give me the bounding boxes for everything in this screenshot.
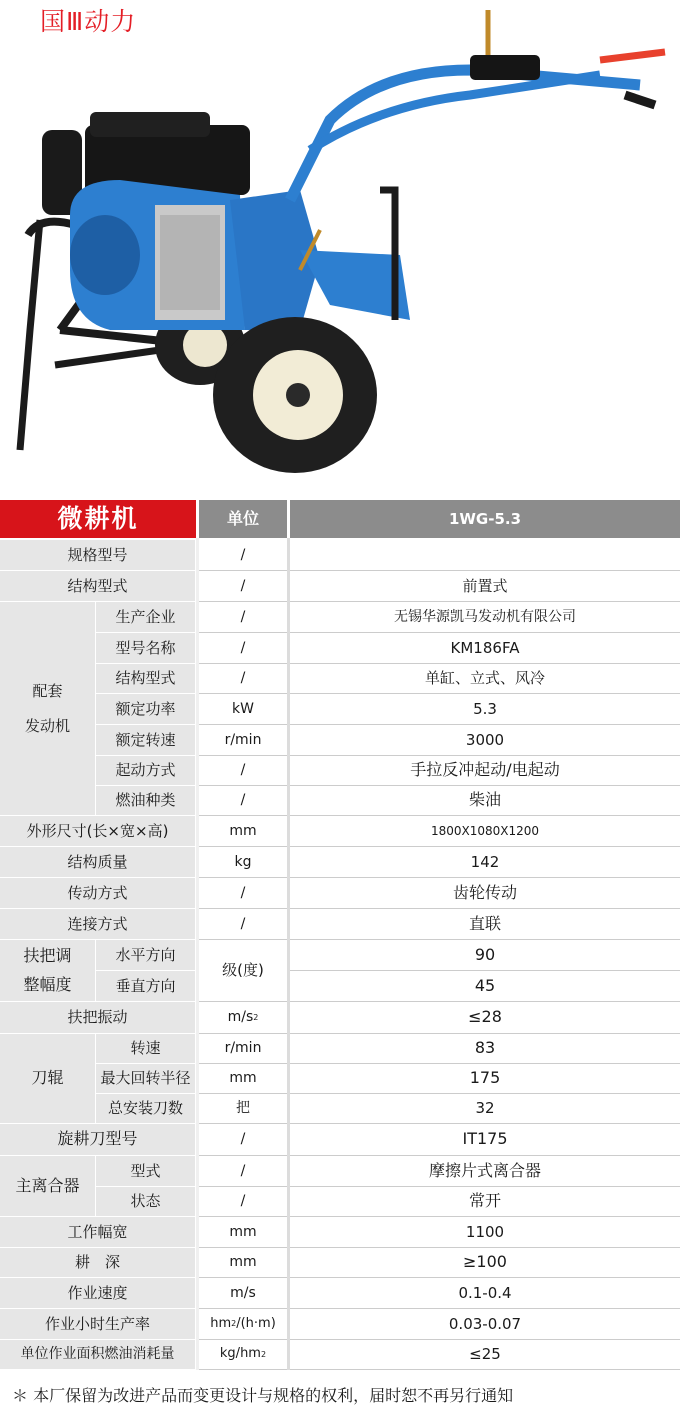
- handle-group-label: 扶把调 整幅度: [0, 940, 96, 1002]
- spec-unit: m/s 2: [199, 1002, 287, 1034]
- spec-param: 起动方式: [96, 756, 196, 786]
- spec-unit: hm 2 /(h·m): [199, 1309, 287, 1340]
- spec-unit: /: [199, 909, 287, 940]
- spec-param: 外形尺寸(长×宽×高): [0, 816, 196, 847]
- spec-value: [290, 540, 680, 571]
- spec-unit: m/s: [199, 1278, 287, 1309]
- spec-value: 142: [290, 847, 680, 878]
- spec-value: 3000: [290, 725, 680, 756]
- spec-param: 作业小时生产率: [0, 1309, 196, 1340]
- spec-param: 燃油种类: [96, 786, 196, 816]
- spec-value: 0.1-0.4: [290, 1278, 680, 1309]
- mini-tiller-machine-image: [0, 0, 680, 490]
- spec-value: 5.3: [290, 694, 680, 725]
- spec-unit: mm: [199, 816, 287, 847]
- spec-param: 作业速度: [0, 1278, 196, 1309]
- spec-param: 转速: [96, 1034, 196, 1064]
- spec-value: KM186FA: [290, 633, 680, 664]
- spec-param: 单位作业面积燃油消耗量: [0, 1340, 196, 1370]
- spec-param: 结构质量: [0, 847, 196, 878]
- spec-param: 传动方式: [0, 878, 196, 909]
- spec-value: 摩擦片式离合器: [290, 1156, 680, 1187]
- spec-unit: /: [199, 633, 287, 664]
- spec-unit: /: [199, 540, 287, 571]
- spec-param: 生产企业: [96, 602, 196, 633]
- spec-value: 前置式: [290, 571, 680, 602]
- spec-unit: /: [199, 571, 287, 602]
- spec-param: 结构型式: [96, 664, 196, 694]
- spec-unit: kg: [199, 847, 287, 878]
- spec-unit: /: [199, 756, 287, 786]
- spec-unit: /: [199, 1187, 287, 1217]
- spec-param: 连接方式: [0, 909, 196, 940]
- spec-unit: r/min: [199, 1034, 287, 1064]
- spec-param: 额定转速: [96, 725, 196, 756]
- spec-value: IT175: [290, 1124, 680, 1156]
- spec-unit: /: [199, 664, 287, 694]
- spec-value: 1100: [290, 1217, 680, 1248]
- spec-param: 水平方向: [96, 940, 196, 971]
- spec-value: 直联: [290, 909, 680, 940]
- spec-value: 0.03-0.07: [290, 1309, 680, 1340]
- spec-unit: kg/hm 2: [199, 1340, 287, 1370]
- spec-unit: /: [199, 1156, 287, 1187]
- spec-unit: kW: [199, 694, 287, 725]
- spec-value: 90: [290, 940, 680, 971]
- spec-param: 垂直方向: [96, 971, 196, 1002]
- blade-group-label: 刀辊: [0, 1034, 96, 1124]
- spec-value: 柴油: [290, 786, 680, 816]
- spec-param: 总安装刀数: [96, 1094, 196, 1124]
- spec-param: 型式: [96, 1156, 196, 1187]
- spec-unit: 级(度): [199, 940, 287, 1002]
- spec-unit: 把: [199, 1094, 287, 1124]
- disclaimer-note: ＊ 本厂保留为改进产品而变更设计与规格的权利，届时恕不再另行通知: [12, 1386, 514, 1405]
- spec-unit: /: [199, 602, 287, 633]
- spec-param: 型号名称: [96, 633, 196, 664]
- spec-value: 手拉反冲起动/电起动: [290, 756, 680, 786]
- spec-unit: mm: [199, 1217, 287, 1248]
- unit-column-header: 单位: [199, 500, 287, 538]
- spec-value: 1800X1080X1200: [290, 816, 680, 847]
- spec-value: 常开: [290, 1187, 680, 1217]
- spec-value: 无锡华源凯马发动机有限公司: [290, 602, 680, 633]
- spec-unit: mm: [199, 1248, 287, 1278]
- spec-value: 45: [290, 971, 680, 1002]
- emission-standard-badge: 国Ⅲ动力: [40, 7, 137, 36]
- spec-value: ≤28: [290, 1002, 680, 1034]
- spec-param: 额定功率: [96, 694, 196, 725]
- spec-unit: /: [199, 786, 287, 816]
- spec-value: 齿轮传动: [290, 878, 680, 909]
- clutch-group-label: 主离合器: [0, 1156, 96, 1217]
- spec-unit: /: [199, 878, 287, 909]
- spec-param: 工作幅宽: [0, 1217, 196, 1248]
- spec-value: 83: [290, 1034, 680, 1064]
- spec-unit: /: [199, 1124, 287, 1156]
- spec-value: 单缸、立式、风冷: [290, 664, 680, 694]
- spec-value: ≤25: [290, 1340, 680, 1370]
- spec-param: 规格型号: [0, 540, 196, 571]
- spec-param: 状态: [96, 1187, 196, 1217]
- engine-group-label: 配套 发动机: [0, 602, 96, 816]
- spec-param: 扶把振动: [0, 1002, 196, 1034]
- model-column-header: 1WG-5.3: [290, 500, 680, 538]
- spec-value: ≥100: [290, 1248, 680, 1278]
- spec-table-header: [0, 500, 680, 538]
- spec-value: 32: [290, 1094, 680, 1124]
- spec-unit: r/min: [199, 725, 287, 756]
- product-category-title: 微耕机: [0, 500, 196, 538]
- spec-value: 175: [290, 1064, 680, 1094]
- spec-param: 最大回转半径: [96, 1064, 196, 1094]
- spec-unit: mm: [199, 1064, 287, 1094]
- spec-param: 结构型式: [0, 571, 196, 602]
- spec-param: 耕 深: [0, 1248, 196, 1278]
- spec-param: 旋耕刀型号: [0, 1124, 196, 1156]
